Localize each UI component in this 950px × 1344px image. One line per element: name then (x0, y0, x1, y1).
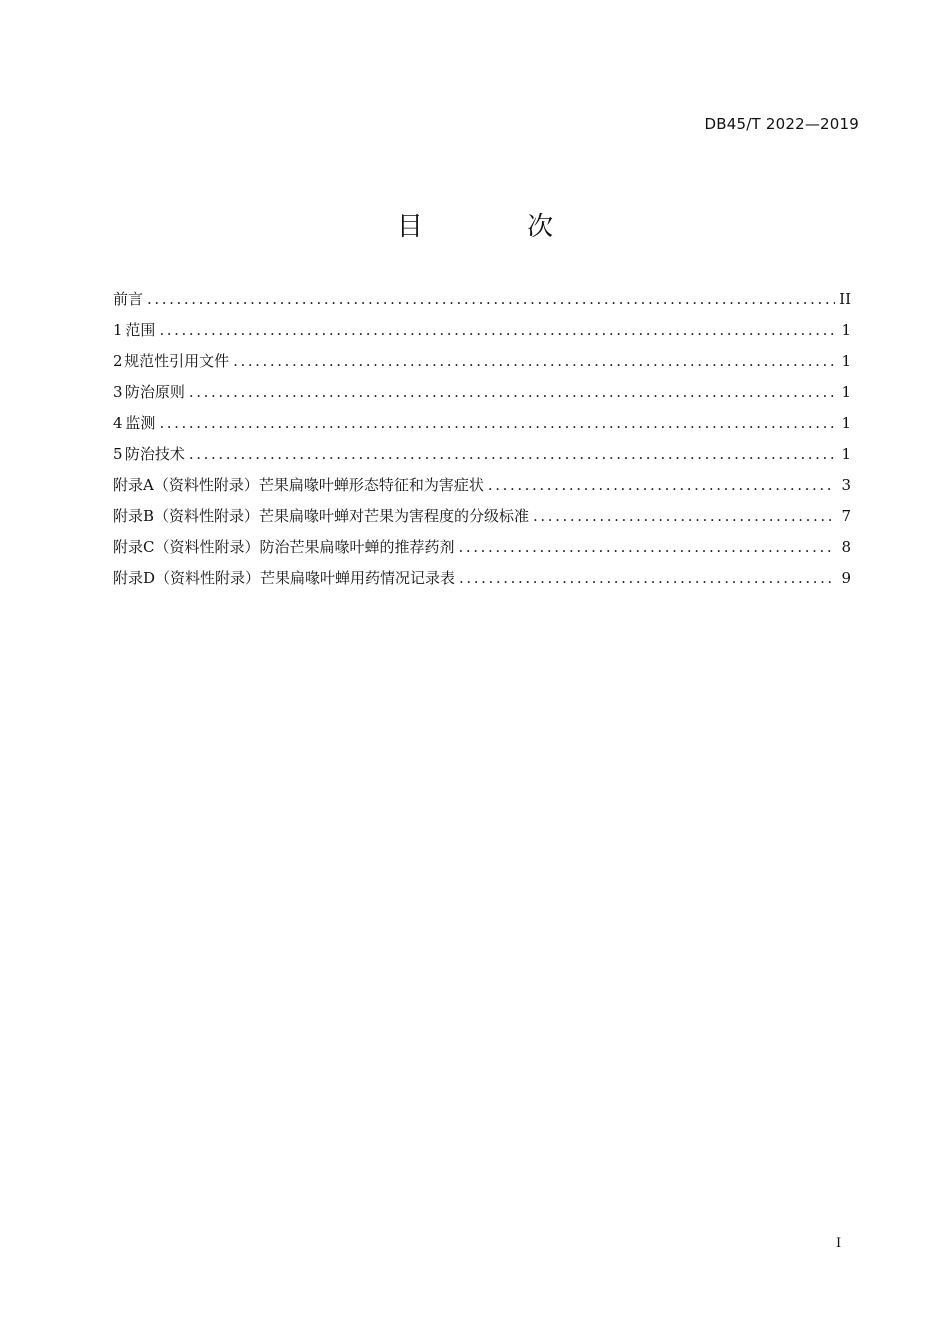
toc-entry-text: 监测 (125, 414, 156, 432)
toc-leader-dots (458, 532, 835, 563)
toc-entry-text: 附录B（资料性附录）芒果扁喙叶蝉对芒果为害程度的分级标准 (113, 507, 530, 525)
toc-entry-text: 规范性引用文件 (124, 352, 230, 370)
toc-entry-page: 1 (841, 445, 851, 463)
toc-leader-dots (147, 284, 835, 315)
toc-entry-number: 3 (113, 383, 123, 401)
toc-entry-scope[interactable] (113, 315, 851, 346)
toc-entry-page: 1 (841, 321, 851, 339)
toc-entry-appendix-c[interactable] (113, 532, 851, 563)
toc-entry-text: 防治原则 (124, 383, 185, 401)
toc-entry-text: 附录C（资料性附录）防治芒果扁喙叶蝉的推荐药剂 (113, 538, 455, 556)
toc-entry-number: 4 (113, 414, 123, 432)
toc-entry-page: 8 (841, 538, 851, 556)
toc-entry-number: 2 (113, 352, 123, 370)
toc-entry-number: 5 (113, 445, 123, 463)
toc-entry-control-principles[interactable] (113, 377, 851, 408)
toc-entry-foreword[interactable] (113, 284, 851, 315)
toc-leader-dots (488, 470, 835, 501)
toc-leader-dots (159, 408, 835, 439)
toc-entry-appendix-d[interactable] (113, 563, 851, 594)
toc-entry-monitoring[interactable] (113, 408, 851, 439)
toc-leader-dots (159, 315, 835, 346)
standard-code: DB45/T 2022—2019 (704, 115, 859, 133)
toc-leader-dots (189, 439, 835, 470)
table-of-contents (113, 284, 851, 594)
toc-leader-dots (189, 377, 835, 408)
toc-entry-text: 范围 (125, 321, 156, 339)
toc-entry-page: II (839, 290, 851, 308)
page-title: 目 次 (396, 212, 602, 242)
toc-entry-text: 附录A（资料性附录）芒果扁喙叶蝉形态特征和为害症状 (113, 476, 484, 494)
toc-entry-page: 7 (841, 507, 851, 525)
toc-entry-page: 9 (841, 569, 851, 587)
toc-leader-dots (533, 501, 835, 532)
toc-entry-page: 3 (841, 476, 851, 494)
toc-entry-control-techniques[interactable] (113, 439, 851, 470)
toc-entry-number: 1 (113, 321, 123, 339)
page-number: I (836, 1236, 842, 1251)
toc-leader-dots (233, 346, 835, 377)
toc-entry-page: 1 (841, 414, 851, 432)
toc-entry-appendix-a[interactable] (113, 470, 851, 501)
toc-entry-normative-references[interactable] (113, 346, 851, 377)
toc-entry-page: 1 (841, 383, 851, 401)
toc-entry-text: 前言 (113, 290, 144, 308)
toc-entry-appendix-b[interactable] (113, 501, 851, 532)
toc-entry-page: 1 (841, 352, 851, 370)
toc-leader-dots (459, 563, 835, 594)
toc-entry-text: 防治技术 (124, 445, 185, 463)
toc-entry-text: 附录D（资料性附录）芒果扁喙叶蝉用药情况记录表 (113, 569, 456, 587)
